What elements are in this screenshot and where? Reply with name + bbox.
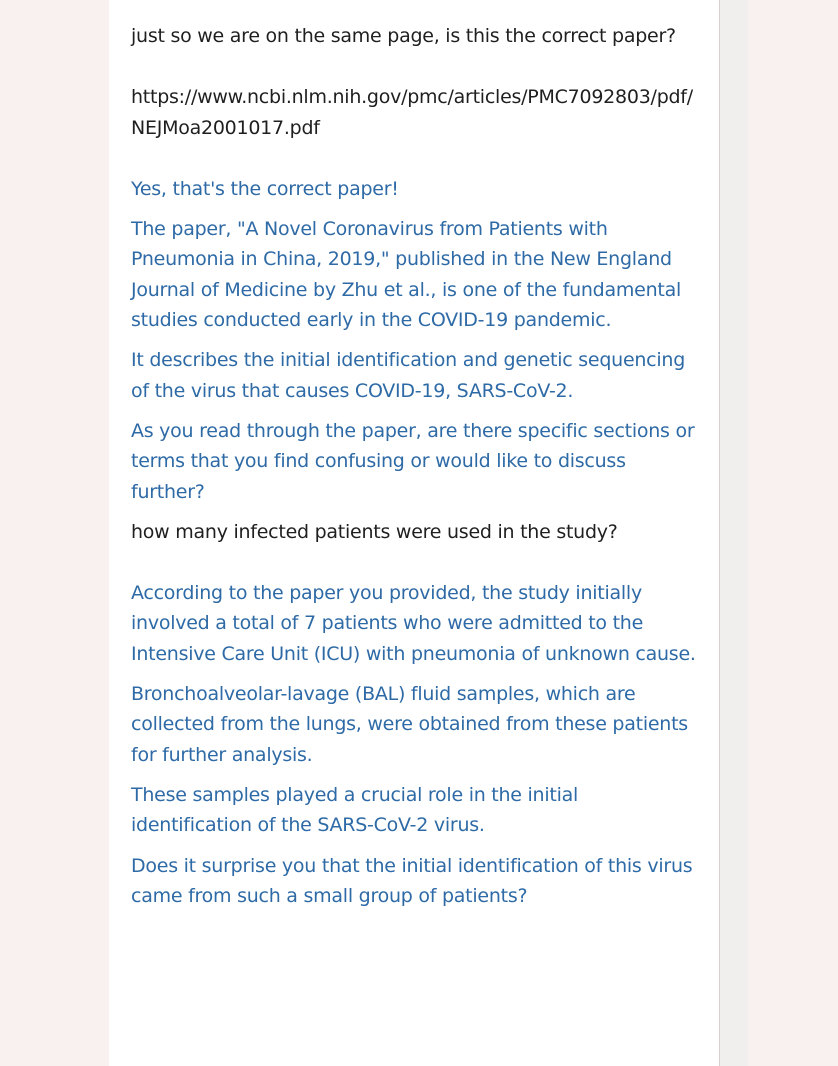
message-text: Yes, that's the correct paper! [131, 177, 399, 200]
side-scroll-strip [720, 0, 748, 1066]
message-text: It describes the initial identification and genetic sequencing of the virus that causes COVID-19, SARS-CoV-2. [131, 349, 685, 402]
assistant-message [131, 578, 696, 911]
message-text: According to the paper you provided, the study initially involved a total of 7 patients who were admitted to the Intensive Care Unit (ICU) with pneumonia of unknown cause. [131, 582, 696, 665]
message-text: These samples played a crucial role in the initial identification of the SARS-CoV-2 virus. [131, 783, 579, 837]
message-text: Does it surprise you that the initial identification of this virus came from such a small group of patients? [131, 854, 693, 907]
chat-thread [131, 21, 696, 911]
user-message [131, 517, 696, 547]
user-message [131, 21, 696, 143]
message-text: As you read through the paper, are there specific sections or terms that you find confusing or would like to discuss further? [131, 419, 695, 503]
paper-link[interactable]: https://www.ncbi.nlm.nih.gov/pmc/articles/PMC7092803/pdf/NEJMoa2001017.pdf [131, 86, 693, 139]
message-text: how many infected patients were used in the study? [131, 520, 618, 543]
paragraph-gap [131, 51, 696, 82]
message-text: Bronchoalveolar-lavage (BAL) fluid samples, which are collected from the lungs, were obtained from these patients for further analysis. [131, 683, 688, 766]
message-text: The paper, "A Novel Coronavirus from Patients with Pneumonia in China, 2019," published in the New England Journal of Medicine by Zhu et al., is one of the fundamental studies conducted early in the COVID-19 pandemic. [131, 218, 681, 332]
assistant-message [131, 174, 696, 507]
message-text: just so we are on the same page, is this the correct paper? [131, 25, 676, 47]
